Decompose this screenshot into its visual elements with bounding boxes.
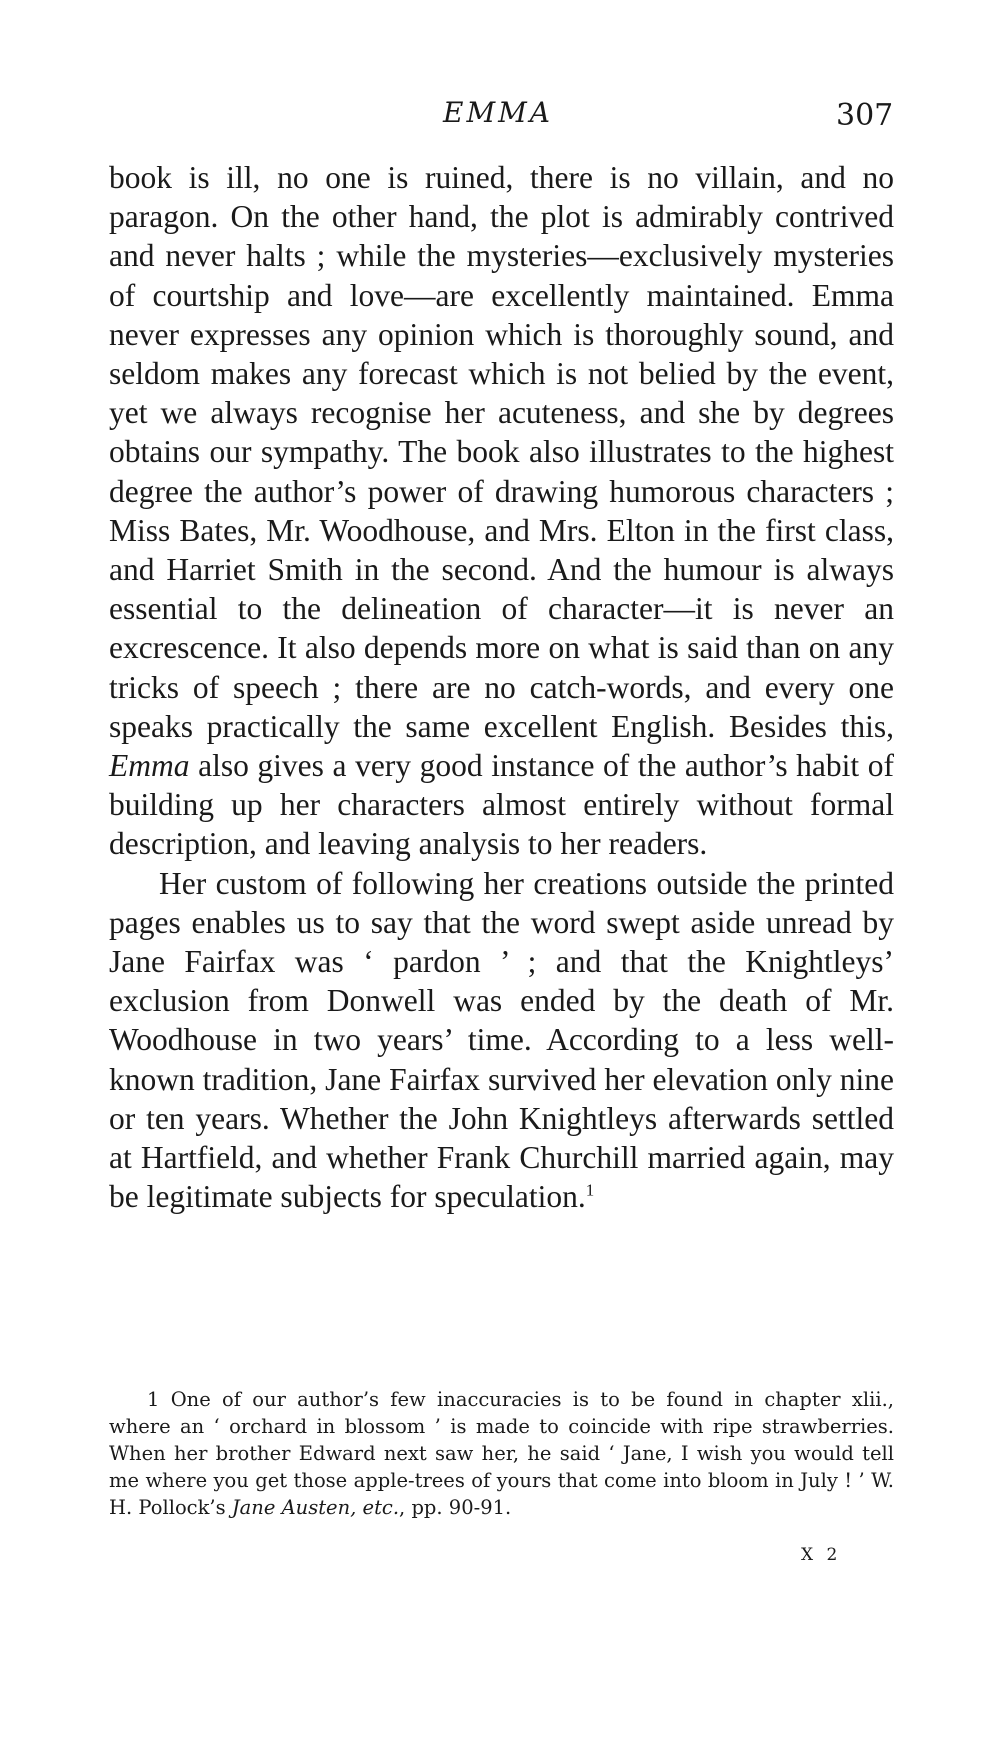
running-head <box>0 96 1000 140</box>
body-text <box>109 158 894 1216</box>
emma-title: Emma <box>109 748 190 784</box>
signature-mark: X 2 <box>801 1545 842 1565</box>
footnote-reference[interactable]: 1 <box>585 1180 595 1200</box>
paragraph-1 <box>109 158 894 864</box>
footnote-text-a: One of our author’s few inaccuracies is to be found in chapter xlii., where an ‘ orchard in blossom ’ is made to coincide with ripe strawberries. When her brother Edward next saw her, he said ‘ Jane, I wish you would tell me where you get those apple-trees of yours that come into bloom in July ! ’ W. H. Pollock’s <box>109 1388 894 1519</box>
paragraph-2-text: Her custom of following her creations outside the printed pages enables us to say that the word swept aside unread by Jane Fairfax was ‘ pardon ’ ; and that the Knightleys’ exclusion from Donwell was ended by the death of Mr. Woodhouse in two years’ time. According to a less well-known tradition, Jane Fairfax survived her elevation only nine or ten years. Whether the John Knightleys afterwards settled at Hartfield, and whether Frank Churchill married again, may be legitimate subjects for speculation. <box>109 865 894 1215</box>
running-title: EMMA <box>443 96 553 129</box>
footnote-book-title: Jane Austen, etc. <box>231 1496 400 1519</box>
footnote-text-b: , pp. 90-91. <box>399 1496 512 1519</box>
page-number: 307 <box>836 98 894 133</box>
paragraph-2 <box>109 864 894 1217</box>
paragraph-1-text-a: book is ill, no one is ruined, there is no villain, and no paragon. On the other hand, the plot is admirably contrived and never halts ; while the mysteries—exclusively mysteries of courtship and love—are excellently maintained. Emma never expresses any opinion which is thoroughly sound, and seldom makes any forecast which is not belied by the event, yet we always recognise her acuteness, and she by degrees obtains our sympathy. The book also illustrates to the highest degree the author’s power of drawing humorous characters ; Miss Bates, Mr. Woodhouse, and Mrs. Elton in the first class, and Harriet Smith in the second. And the humour is always essential to the delineation of character—it is never an excrescence. It also depends more on what is said than on any tricks of speech ; there are no catch-words, and every one speaks practically the same excellent English. Besides this, <box>109 160 894 744</box>
footnote <box>109 1386 894 1521</box>
footnote-mark: 1 <box>147 1388 160 1411</box>
paragraph-1-text-b: also gives a very good instance of the author’s habit of building up her characters almost entirely without formal description, and leaving analysis to her readers. <box>109 748 894 862</box>
